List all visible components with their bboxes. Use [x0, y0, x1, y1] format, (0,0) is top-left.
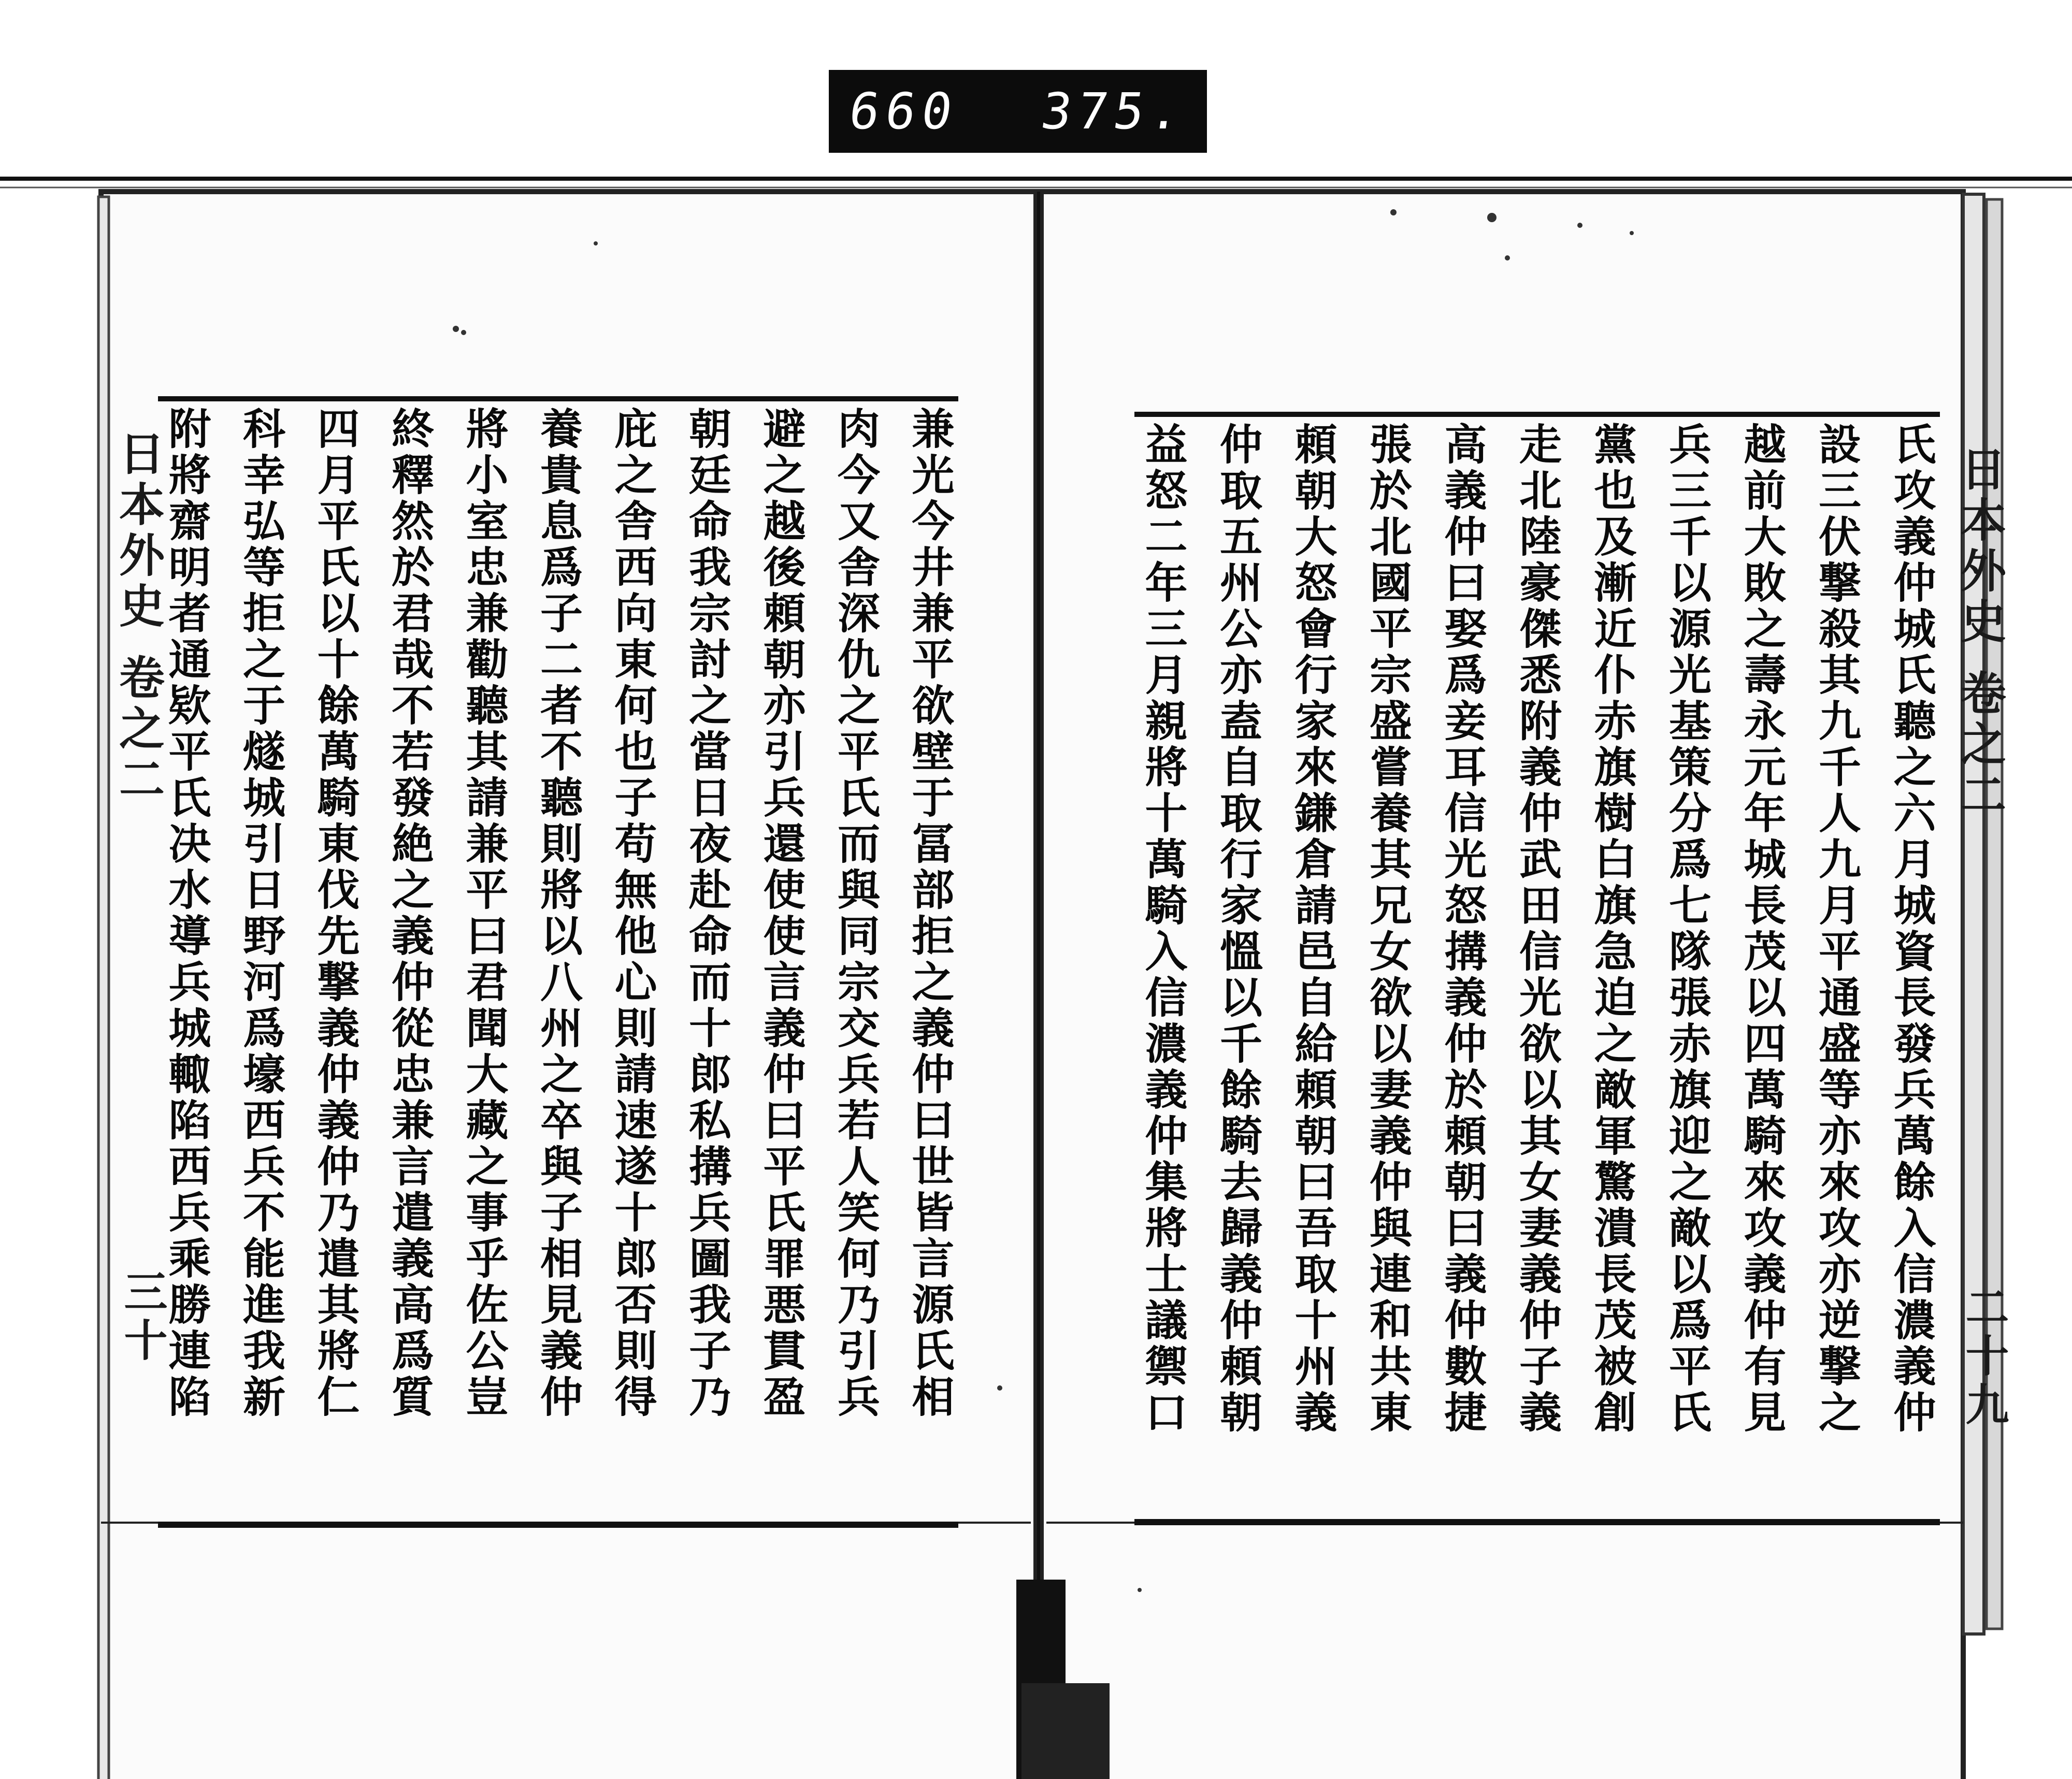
left-col-3: 避之越後頼朝亦引兵還使使言義仲曰平氏罪悪貫盈	[756, 407, 806, 1421]
left-col-11: 附將齋明者通欵平氏决水導兵城輙陷西兵乘勝連陷	[162, 407, 211, 1421]
right-col-9: 頼朝大怒會行家來鎌倉請邑自給頼朝曰吾取十州義	[1288, 422, 1337, 1436]
label-left-number: 660	[845, 82, 962, 140]
right-col-11: 益怒二年三月親將十萬騎入信濃義仲集將士議禦口	[1138, 422, 1188, 1436]
label-right-number: 375.	[1037, 82, 1190, 140]
left-col-9: 四月平氏以十餘萬騎東伐先撃義仲義仲乃遣其將仁	[310, 407, 360, 1421]
left-col-6: 養貴息爲子二者不聽則將以八州之卒與子相見義仲	[533, 407, 583, 1421]
left-margin-title: 日本外史 卷之二	[112, 430, 166, 806]
right-col-8: 張於北國平宗盛嘗養其兄女欲以妻義仲與連和共東	[1362, 422, 1413, 1436]
right-col-2: 設三伏撃殺其九千人九月平通盛等亦來攻亦逆撃之	[1811, 422, 1862, 1436]
right-col-3: 越前大敗之壽永元年城長茂以四萬騎來攻義仲有見	[1737, 422, 1787, 1436]
right-col-7: 高義仲曰娶爲妾耳信光怒搆義仲於頼朝曰義仲數捷	[1437, 422, 1487, 1436]
left-page-text-block	[158, 396, 958, 1528]
right-col-4: 兵三千以源光基策分爲七隊張赤旗迎之敵以爲平氏	[1662, 422, 1712, 1436]
left-col-4: 朝廷命我宗討之當日夜赴命而十郎私搆兵圖我子乃	[682, 407, 732, 1421]
right-col-5: 黨也及漸近仆赤旗樹白旗急迫之敵軍驚潰長茂被創	[1587, 422, 1637, 1436]
left-leaf-number: 三十	[117, 1269, 168, 1366]
microfilm-label	[829, 70, 1207, 153]
right-margin-title: 日本外史 卷之二	[1953, 445, 2007, 822]
left-col-7: 將小室忠兼勸聽其請兼平曰君聞大藏之事乎佐公豈	[459, 407, 509, 1421]
left-col-1: 兼光今井兼平欲壁于冨部拒之義仲曰世皆言源氏相	[905, 407, 955, 1421]
right-page-text-block	[1134, 412, 1940, 1525]
right-col-10: 仲取五州公亦盍自取行家慍以千餘騎去歸義仲頼朝	[1213, 422, 1263, 1436]
left-col-8: 終釋然於君哉不若發絶之義仲從忠兼言遣義高爲質	[384, 407, 435, 1421]
left-col-2: 肉今又舎深仇之平氏而與同宗交兵若人笑何乃引兵	[830, 407, 881, 1421]
right-col-1: 氏攻義仲城氏聽之六月城資長發兵萬餘入信濃義仲	[1887, 422, 1936, 1436]
right-col-6: 走北陸豪傑悉附義仲武田信光欲以其女妻義仲子義	[1512, 422, 1562, 1436]
left-col-5: 庇之舎西向東何也子苟無他心則請速遂十郎否則得	[608, 407, 657, 1421]
right-leaf-number: 二十九	[1959, 1284, 2010, 1430]
left-col-10: 科幸弘等拒之于燧城引日野河爲壕西兵不能進我新	[236, 407, 286, 1421]
